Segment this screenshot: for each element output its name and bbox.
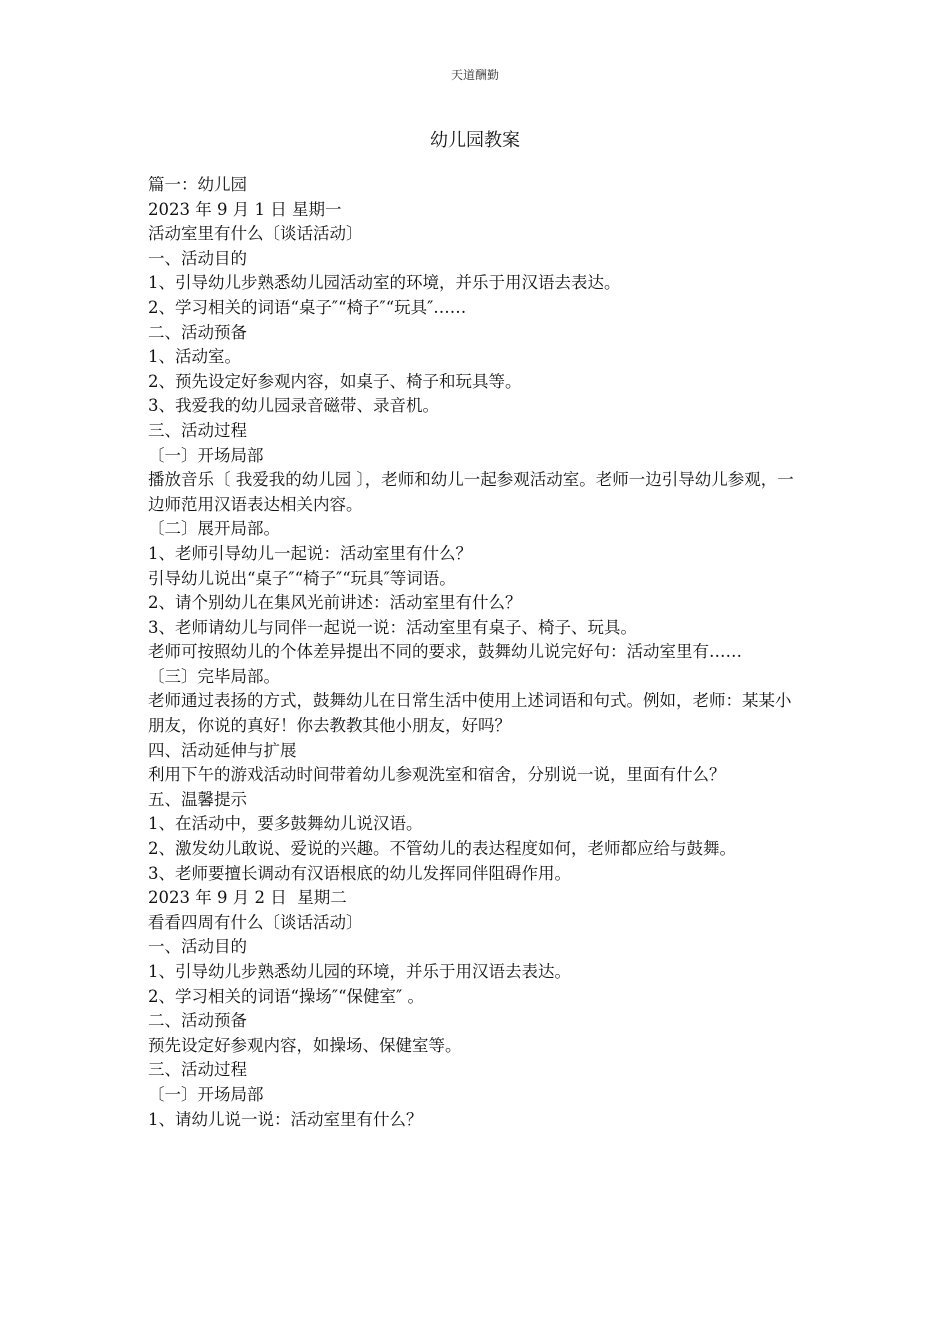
line-heading-tips: 五、温馨提示 bbox=[148, 789, 247, 809]
line-subheading: 〔一〕开场局部 bbox=[148, 445, 264, 465]
line-date-day2: 2023 年 9 月 2 日 星期二 bbox=[148, 888, 347, 908]
line-heading-goal-2: 一、活动目的 bbox=[148, 937, 247, 957]
line-item: 2、激发幼儿敢说、爱说的兴趣。不管幼儿的表达程度如何，老师都应给与鼓舞。 bbox=[148, 839, 736, 859]
line-item: 2、预先设定好参观内容，如桌子、椅子和玩具等。 bbox=[148, 371, 522, 391]
line-heading-prep-1: 二、活动预备 bbox=[148, 322, 247, 342]
line-heading-process-1: 三、活动过程 bbox=[148, 420, 247, 440]
line-item: 3、老师要擅长调动有汉语根底的幼儿发挥同伴阻碍作用。 bbox=[148, 863, 571, 883]
line-item: 2、请个别幼儿在集风光前讲述：活动室里有什么？ bbox=[148, 593, 522, 613]
line-paragraph: 利用下午的游戏活动时间带着幼儿参观洗室和宿舍，分别说一说，里面有什么？ bbox=[148, 765, 726, 785]
line-item: 1、在活动中，要多鼓舞幼儿说汉语。 bbox=[148, 814, 423, 834]
line-subheading: 〔三〕完毕局部。 bbox=[148, 666, 280, 686]
line-item: 1、引导幼儿步熟悉幼儿园的环境，并乐于用汉语去表达。 bbox=[148, 962, 571, 981]
line-subheading: 〔二〕展开局部。 bbox=[148, 519, 280, 539]
line-item: 3、我爱我的幼儿园录音磁带、录音机。 bbox=[148, 396, 439, 416]
line-item: 2、学习相关的词语“桌子″“椅子″“玩具″…… bbox=[148, 297, 467, 317]
line-heading-prep-2: 二、活动预备 bbox=[148, 1011, 247, 1031]
line-heading-goal-1: 一、活动目的 bbox=[148, 248, 247, 268]
line-date-day1: 2023 年 9 月 1 日 星期一 bbox=[148, 199, 342, 219]
document-title: 幼儿园教案 bbox=[430, 130, 520, 151]
line-paragraph: 老师可按照幼儿的个体差异提出不同的要求，鼓舞幼儿说完好句：活动室里有…… bbox=[148, 642, 742, 662]
line-paragraph: 老师通过表扬的方式，鼓舞幼儿在日常生活中使用上述词语和句式。例如，老师：某某小朋友，你说的真好！你去教教其他小朋友，好吗？ bbox=[148, 691, 792, 736]
page-header: 天道酬勤 bbox=[450, 68, 499, 82]
line-activity-title-1: 活动室里有什么〔谈话活动〕 bbox=[148, 224, 363, 244]
line-heading-extension: 四、活动延伸与扩展 bbox=[148, 740, 297, 760]
line-activity-title-2: 看看四周有什么〔谈话活动〕 bbox=[148, 912, 363, 932]
line-paragraph: 预先设定好参观内容，如操场、保健室等。 bbox=[148, 1035, 462, 1055]
document-body bbox=[148, 173, 803, 1132]
line-item: 3、老师请幼儿与同伴一起说一说：活动室里有桌子、椅子、玩具。 bbox=[148, 617, 637, 637]
line-heading-process-2: 三、活动过程 bbox=[148, 1060, 247, 1080]
line-paragraph: 引导幼儿说出“桌子″“椅子″“玩具″等词语。 bbox=[148, 568, 456, 588]
line-item: 1、请幼儿说一说：活动室里有什么？ bbox=[148, 1109, 423, 1129]
line-item: 2、学习相关的词语“操场″“保健室″ 。 bbox=[148, 986, 424, 1006]
line-item: 1、引导幼儿步熟悉幼儿园活动室的环境，并乐于用汉语去表达。 bbox=[148, 273, 621, 293]
line-item: 1、活动室。 bbox=[148, 347, 241, 367]
line-paragraph: 播放音乐〔 我爱我的幼儿园 〕，老师和幼儿一起参观活动室。老师一边引导幼儿参观，一边师范用汉语表达相关内容。 bbox=[148, 470, 794, 514]
line-subheading: 〔一〕开场局部 bbox=[148, 1084, 264, 1104]
line-item: 1、老师引导幼儿一起说：活动室里有什么？ bbox=[148, 543, 472, 563]
line-section-label: 篇一：幼儿园 bbox=[148, 175, 247, 194]
